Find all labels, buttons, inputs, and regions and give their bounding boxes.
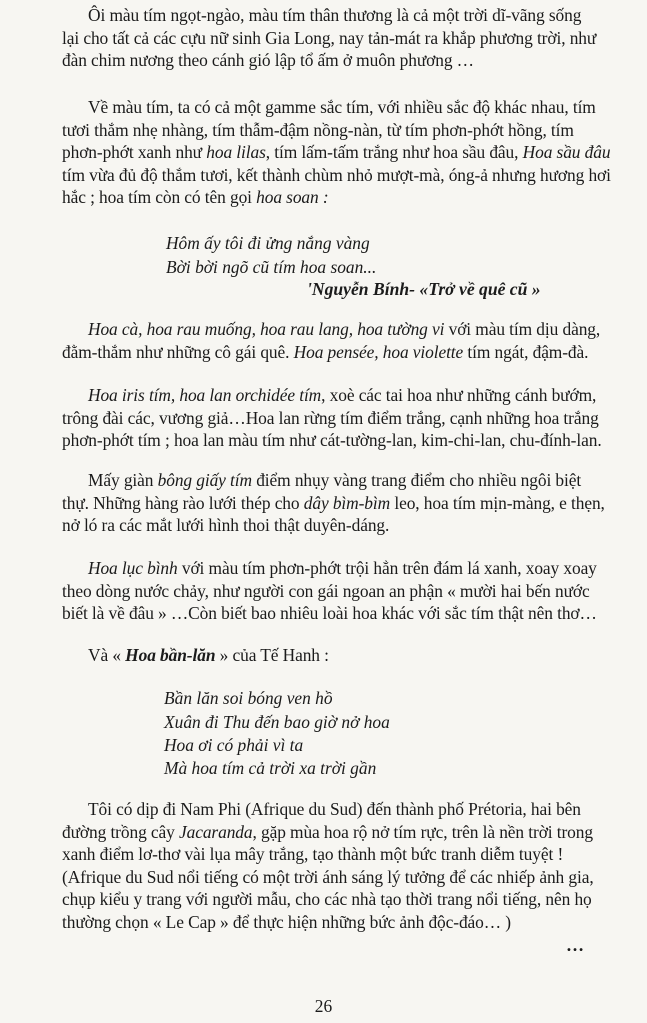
paragraph-line: xanh điểm lơ-thơ vài lụa mây trắng, tạo thành một bức tranh diễm tuyệt ! (62, 844, 564, 864)
paragraph-line (62, 557, 627, 580)
italic-term: bông giấy tím (157, 470, 252, 490)
paragraph-8 (62, 798, 627, 933)
text-run: tím ngát, đậm-đà. (463, 341, 589, 362)
paragraph-7 (62, 644, 627, 667)
text-run: , tím lấm-tấm trắng như hoa sầu đâu, (265, 142, 523, 162)
paragraph-line: lại cho tất cả các cựu nữ sinh Gia Long, nay tản-mát ra khắp phương trời, như (62, 27, 597, 48)
paragraph-line (62, 141, 627, 164)
italic-bold-title: Hoa bần-lăn (125, 645, 216, 665)
poem-1-line: Hôm ấy tôi đi ửng nắng vàng (166, 233, 370, 253)
paragraph-5 (62, 469, 627, 537)
text-run: Mấy giàn (88, 470, 158, 490)
poem-2-line: Bần lăn soi bóng ven hồ (164, 688, 333, 708)
text-run: đường trồng cây (62, 821, 179, 842)
paragraph-line: nở ló ra các mắt lưới hình thoi thật duyên-dáng. (62, 515, 390, 535)
text-run: thự. Những hàng rào lưới thép cho (62, 492, 304, 513)
paragraph-line: Tôi có dịp đi Nam Phi (Afrique du Sud) đến thành phố Prétoria, hai bên (88, 799, 581, 819)
text-run: phơn-phớt xanh như (62, 142, 207, 162)
page-number: 26 (314, 996, 333, 1016)
paragraph-line: tươi thắm nhẹ nhàng, tím thẫm-đậm nồng-nàn, từ tím phơn-phớt hồng, tím (62, 119, 574, 140)
paragraph-line: đàn chim nương theo cánh gió lập tổ ấm ở muôn phương … (62, 50, 474, 70)
text-run: với màu tím phơn-phớt trội hẳn trên đám lá xanh, xoay xoay (177, 558, 597, 578)
paragraph-line: trông đài các, vương giả…Hoa lan rừng tím điểm trắng, cạnh những hoa trắng (62, 407, 599, 428)
paragraph-line (62, 186, 627, 209)
paragraph-line (62, 318, 627, 341)
text-run: , xoè các tai hoa như những cánh bướm, (321, 385, 597, 405)
italic-term: hoa soan : (256, 187, 329, 207)
paragraph-line (62, 492, 627, 515)
text-run: , gặp mùa hoa rộ nở tím rực, trên là nền trời trong (252, 821, 593, 842)
italic-term: Hoa pensée, hoa violette (293, 341, 464, 362)
italic-term: dây bìm-bìm (303, 492, 391, 513)
text-run: đằm-thắm như những cô gái quê. (62, 341, 294, 362)
poem-1-line: Bời bời ngõ cũ tím hoa soan... (166, 257, 377, 277)
text-run: với màu tím dịu dàng, (444, 319, 601, 339)
paragraph-line: theo dòng nước chảy, như người con gái ngoan an phận « mười hai bến nước (62, 580, 590, 601)
text-run: leo, hoa tím mịn-màng, e thẹn, (390, 492, 605, 513)
italic-term: Hoa sầu đâu (522, 142, 611, 162)
italic-term: Hoa cà, hoa rau muống, hoa rau lang, hoa tường vi (88, 319, 445, 339)
paragraph-line: biết là về đâu » …Còn biết bao nhiêu loài hoa khác với sắc tím thật nên thơ… (62, 603, 597, 623)
poem-2-line: Hoa ơi có phải vì ta (164, 735, 304, 755)
paragraph-line: Về màu tím, ta có cả một gamme sắc tím, với nhiều sắc độ khác nhau, tím (88, 97, 596, 117)
paragraph-line (62, 821, 627, 844)
italic-term: Jacaranda (179, 821, 253, 842)
italic-term: Hoa lục bình (88, 558, 178, 578)
poem-1-attribution: 'Nguyễn Bính- «Trở về quê cũ » (307, 279, 541, 299)
paragraph-line: chụp kiểu y trang với người mẫu, cho các nhà tạo thời trang nổi tiếng, nên họ (62, 889, 592, 909)
continuation-ellipsis: … (566, 935, 584, 955)
paragraph-line: thường chọn « Le Cap » để thực hiện những bức ảnh độc-đáo… ) (62, 911, 511, 932)
text-run: hắc ; hoa tím còn có tên gọi (62, 187, 257, 207)
paragraph-1 (62, 4, 627, 72)
text-run: » của Tế Hanh : (215, 645, 329, 665)
paragraph-line (62, 384, 627, 407)
paragraph-6 (62, 557, 627, 625)
paragraph-line: tím vừa đủ độ thắm tươi, kết thành chùm nhỏ mượt-mà, óng-ả nhưng hương hơi (62, 164, 611, 185)
poem-2-line: Xuân đi Thu đến bao giờ nở hoa (164, 712, 390, 732)
paragraph-line: phơn-phớt tím ; hoa lan màu tím như cát-tường-lan, kim-chi-lan, chu-đính-lan. (62, 430, 602, 450)
poem-2-line: Mà hoa tím cả trời xa trời gần (164, 758, 377, 778)
paragraph-2 (62, 96, 627, 209)
paragraph-3 (62, 318, 627, 363)
paragraph-line (62, 469, 627, 492)
text-run: Và « (88, 645, 126, 665)
italic-term: hoa lilas (206, 142, 266, 162)
paragraph-4 (62, 384, 627, 452)
paragraph-line: Ôi màu tím ngọt-ngào, màu tím thân thương là cả một trời dĩ-vãng sống (88, 5, 582, 25)
paragraph-line (62, 341, 627, 364)
italic-term: Hoa iris tím, hoa lan orchidée tím (88, 385, 322, 405)
text-run: điểm nhụy vàng trang điểm cho nhiều ngôi biệt (251, 470, 582, 490)
paragraph-line: (Afrique du Sud nổi tiếng có một trời ánh sáng lý tưởng để các nhiếp ảnh gia, (62, 866, 594, 887)
paragraph-line (62, 644, 627, 667)
